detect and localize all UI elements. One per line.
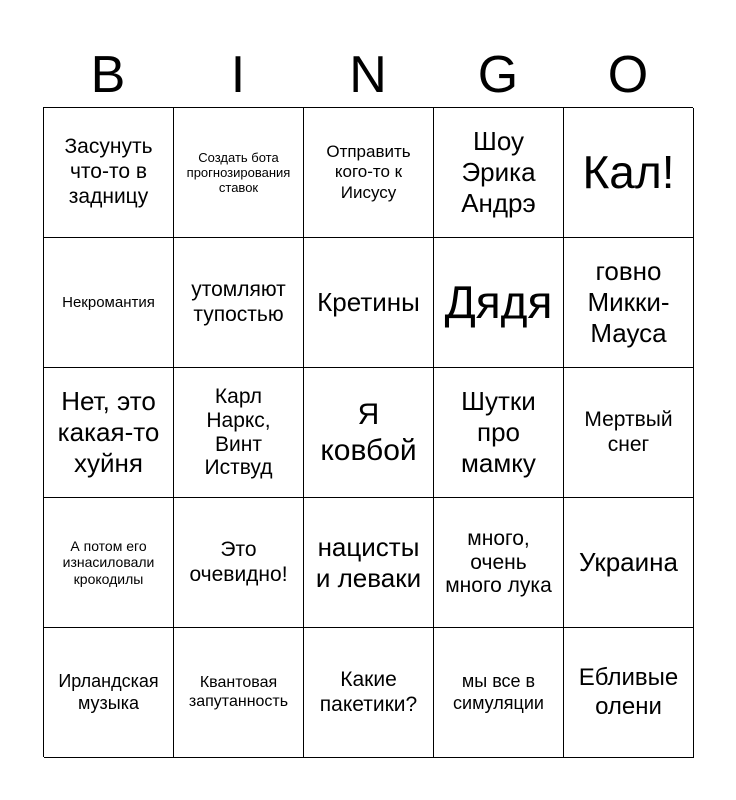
bingo-cell-text: Ирландская музыка bbox=[58, 671, 159, 713]
header-letter-o: O bbox=[607, 46, 649, 104]
bingo-cell-text: Я ковбой bbox=[320, 398, 417, 467]
bingo-cell-text: Нет, это какая-то хуйня bbox=[57, 386, 160, 478]
bingo-cell-text: Создать бота прогнозирования ставок bbox=[186, 149, 291, 196]
bingo-cell-text: Засунуть что-то в задницу bbox=[64, 135, 153, 208]
bingo-cell[interactable] bbox=[304, 368, 434, 498]
header-letter-n: N bbox=[349, 46, 387, 104]
bingo-cell[interactable] bbox=[304, 108, 434, 238]
header-letter-g: G bbox=[477, 46, 519, 104]
bingo-cell-text: Кретины bbox=[317, 287, 420, 318]
bingo-cell-text: Кал! bbox=[582, 146, 675, 199]
bingo-cell-text: мы все в симуляции bbox=[453, 671, 544, 713]
bingo-cell[interactable] bbox=[564, 368, 694, 498]
bingo-cell[interactable] bbox=[44, 628, 174, 758]
bingo-cell[interactable] bbox=[174, 498, 304, 628]
bingo-cell[interactable] bbox=[304, 498, 434, 628]
bingo-cell[interactable] bbox=[564, 108, 694, 238]
bingo-cell-text: Отправить кого-то к Иисусу bbox=[326, 142, 411, 202]
bingo-cell-text: утомляют тупостью bbox=[191, 277, 286, 326]
bingo-cell[interactable] bbox=[174, 238, 304, 368]
header-letter-i: I bbox=[230, 46, 246, 104]
bingo-cell[interactable] bbox=[44, 498, 174, 628]
bingo-cell[interactable] bbox=[564, 628, 694, 758]
bingo-cell[interactable] bbox=[174, 108, 304, 238]
bingo-cell-text: говно Микки-Мауса bbox=[587, 256, 670, 348]
bingo-cell-text: Ебливые олени bbox=[578, 664, 679, 720]
bingo-header bbox=[43, 42, 693, 108]
bingo-cell-text: Украина bbox=[579, 547, 678, 578]
bingo-cell-text: нацисты и леваки bbox=[315, 531, 422, 593]
bingo-cell-text: Карл Наркс, Винт Иствуд bbox=[204, 385, 273, 480]
bingo-cell-text: Некромантия bbox=[62, 293, 155, 311]
bingo-cell[interactable] bbox=[304, 238, 434, 368]
bingo-cell-text: Шоу Эрика Андрэ bbox=[461, 126, 536, 218]
bingo-cell-text: А потом его изнасиловали крокодилы bbox=[62, 537, 155, 587]
bingo-cell[interactable] bbox=[434, 368, 564, 498]
bingo-cell[interactable] bbox=[434, 498, 564, 628]
bingo-grid bbox=[43, 107, 693, 757]
bingo-cell[interactable] bbox=[304, 628, 434, 758]
header-letter-b: B bbox=[90, 46, 126, 104]
bingo-cell[interactable] bbox=[434, 238, 564, 368]
bingo-cell-text: Дядя bbox=[444, 276, 553, 329]
bingo-cell[interactable] bbox=[44, 238, 174, 368]
bingo-cell-text: Квантовая запутанность bbox=[188, 673, 289, 710]
bingo-cell-text: Мертвый снег bbox=[584, 407, 673, 456]
bingo-cell[interactable] bbox=[434, 628, 564, 758]
bingo-cell[interactable] bbox=[44, 108, 174, 238]
bingo-cell-text: много, очень много лука bbox=[445, 527, 552, 598]
bingo-cell[interactable] bbox=[44, 368, 174, 498]
bingo-cell-text: Шутки про мамку bbox=[461, 386, 536, 478]
bingo-cell[interactable] bbox=[174, 628, 304, 758]
bingo-cell[interactable] bbox=[174, 368, 304, 498]
bingo-cell[interactable] bbox=[434, 108, 564, 238]
bingo-cell-text: Это очевидно! bbox=[189, 537, 288, 586]
bingo-cell-text: Какие пакетики? bbox=[319, 667, 418, 716]
bingo-cell[interactable] bbox=[564, 498, 694, 628]
bingo-cell[interactable] bbox=[564, 238, 694, 368]
